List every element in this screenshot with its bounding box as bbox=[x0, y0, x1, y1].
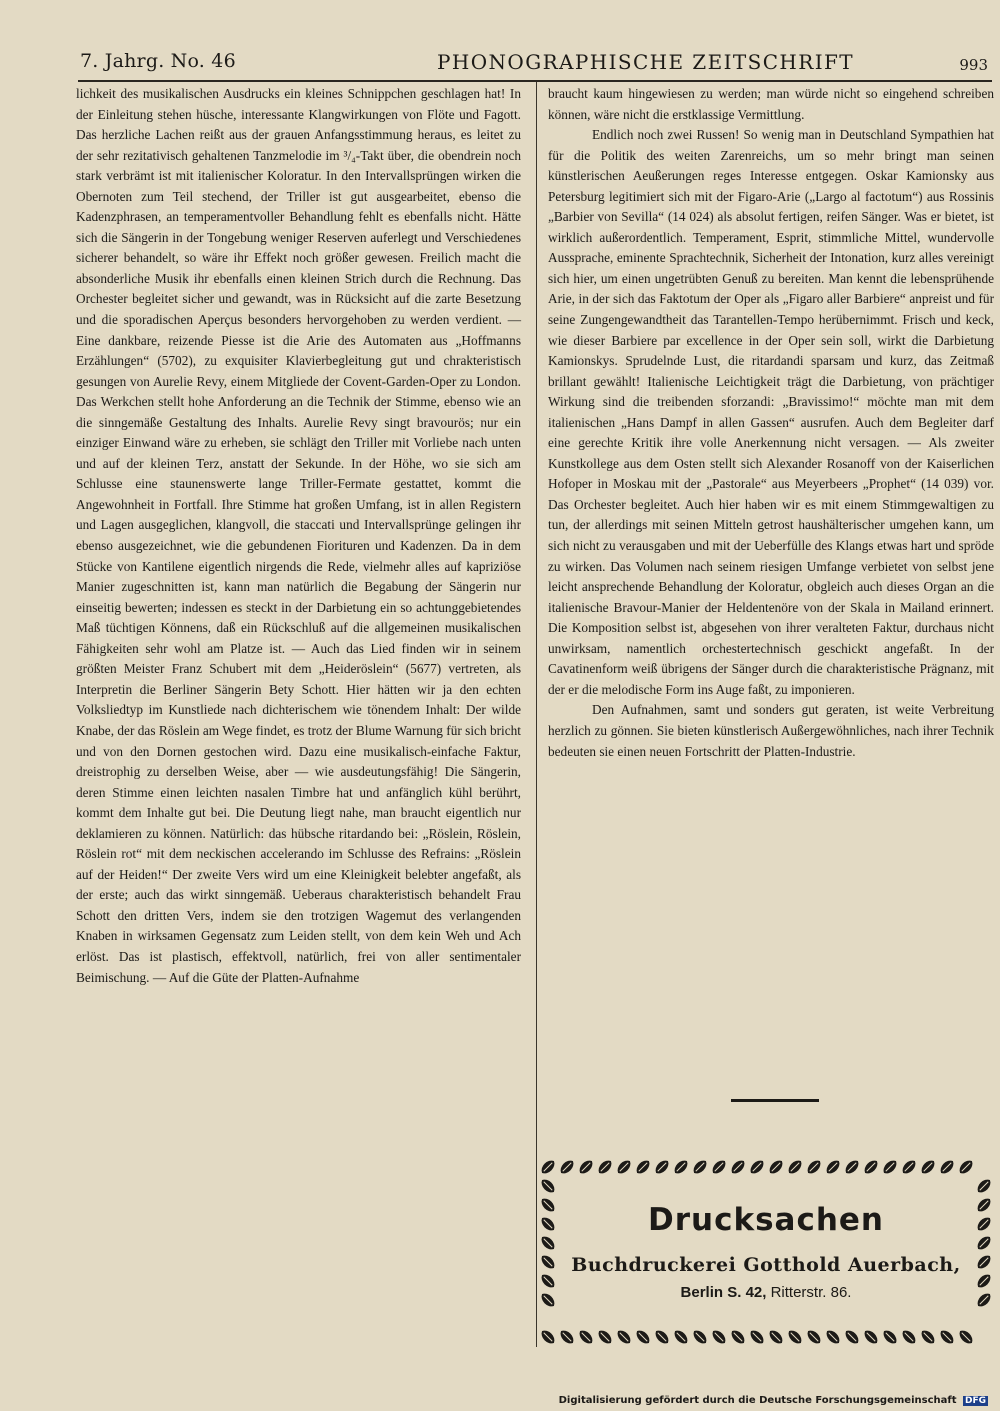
border-leaf bbox=[747, 1157, 767, 1177]
border-leaf bbox=[728, 1327, 748, 1347]
border-leaf bbox=[652, 1157, 672, 1177]
border-leaf bbox=[785, 1327, 805, 1347]
border-leaf bbox=[804, 1157, 824, 1177]
left-paragraph: lichkeit des musikalischen Ausdrucks ein kleines Schnippchen geschlagen hat! In der Einleitung stehen hüsche, interessante Klangwirkungen von Flöte und Fagott. Das herzliche Lachen reißt aus der grauen Anfangsstimmung heraus, es leitet zu der sehr rezitativisch gehaltenen Tanzmelodie im ³/₄-Takt über, die obendrein noch stark verbrämt ist mit italienischer Koloratur. In den Intervallsprüngen wirken die Obernoten zum Teil stechend, der Triller ist gut ausgearbeitet, ebenso die Kadenzphrasen, an temperamentvoller Behandlung fehlt es ebenfalls nicht. Hätte sich die Sängerin in der Tongebung weniger Reserven auferlegt und Verschiedenes sicherer behandelt, so wäre ihr Effekt noch größer gewesen. Freilich macht die absonderliche Musik ihr ebenfalls einen kleinen Strich durch die Rechnung. Das Orchester begleitet sicher und gewandt, was in Rücksicht auf die zarte Besetzung und die sporadischen Aperçus besonders hervorgehoben zu werden verdient. — Eine dankbare, reizende Piesse ist die Arie des Automaten aus „Hoffmanns Erzählungen“ (5702), zu exquisiter Klavierbegleitung gut und chrakteristisch gesungen von Aurelie Revy, einem Mitgliede der Covent-Garden-Oper zu London. Das Werkchen stellt hohe Anforderung an die Technik der Stimme, ebenso wie an die sinngemäße Gestaltung des Inhalts. Aurelie Revy singt bravourös; nur ein einziger Einwand wäre zu erheben, sie schlägt den Triller mit Vorliebe nach unten und auf der kleinen Terz, anstatt der Sekunde. In der Höhe, wo sie sich am Schlusse eine staunenswerte lange Triller-Fermate gestattet, kommt die Angewohnheit in Fortfall. Ihre Stimme hat großen Umfang, ist in allen Registern und Lagen ausgeglichen, klangvoll, die staccati und Intervallsprünge gelingen ihr ebenso ausgezeichnet, wie die gebundenen Fiorituren und Kadenzen. Da in dem Stücke von Kantilene eigentlich nirgends die Rede, vielmehr alles auf kapriziöse Manier zugeschnitten ist, kann man natürlich die Begabung der Sängerin nur einseitig bewerten; indessen es steckt in der Darbietung ein so achtunggebietendes Maß tüchtigen Könnens, daß ein Rückschluß auf die allgemeinen musikalischen Fähigkeiten sehr wohl am Platze ist. — Auch das Lied finden wir in seinem größten Meister Franz Schubert mit dem „Heideröslein“ (5677) vertreten, als Interpretin die Berliner Sängerin Bety Schott. Hier hätten wir ja den echten Volksliedtyp im Kunstliede nach dichterischem wie tönendem Inhalt: Der wilde Knabe, der das Röslein am Wege findet, es trotz der Blume Warnung für sich bricht und von den Dornen gestochen wird. Dazu eine musikalisch-einfache Faktur, dreistrophig zu derselben Weise, aber — wie ausdeutungsfähig! Die Sängerin, deren Stimme einen leichten nasalen Timbre hat und anfänglich kühl berührt, kommt dem Inhalte gut bei. Die Deutung liegt nahe, man braucht eigentlich nur deklamieren zu können. Natürlich: das hübsche ritardando bei: „Röslein, Röslein, Röslein rot“ mit dem neckischen accelerando im Schlusse des Refrains: „Röslein auf der Heiden!“ Der zweite Vers wird um eine Kleinigkeit belebter angefaßt, als der erste; auch das wirkt sinngemäß. Ueberaus charakteristisch behandelt Frau Schott den dritten Vers, indem sie den trotzigen Wagemut des verlangenden Knaben in wirksamen Gegensatz zum Leiden stellt, von dem kein Weh und Ach erlöst. Das ist plastisch, effektvoll, natürlich, frei von aller sentimentaler Beimischung. — Auf die Güte der Platten-Aufnahme bbox=[76, 86, 521, 985]
right-paragraph: Endlich noch zwei Russen! So wenig man in Deutschland Sympathien hat für die Politik des weiten Zarenreichs, um so mehr bringt man seinen künstlerischen Aeußerungen reges Interesse entgegen. Oskar Kamionsky aus Petersburg legitimiert sich mit der Figaro-Arie („Largo al factotum“) aus Rossinis „Barbier von Sevilla“ (14 024) als absolut fertigen, reifen Sänger. Was er bietet, ist wirklich außerordentlich. Temperament, Esprit, stimmliche Mittel, wundervolle Aussprache, eminente Sprachtechnik, Sicherheit der Intonation, kurz alles vereinigt sich hier, um einen ungetrübten Genuß zu bereiten. Man kennt die lebensprühende Arie, in der sich das Faktotum der Oper als „Figaro aller Barbiere“ anpreist und für seine Zungengewandtheit das Tarantellen-Tempo herübernimmt. Frisch und keck, wie dieser Barbiere par excellence in der Oper sein soll, wirkt die Darbietung Kamionskys. Sprudelnde Lust, die ritardandi sparsam und kurz, das Zeitmaß brillant gewählt! Italienische Leichtigkeit trägt die Darbietung, von prächtiger Wirkung sind die treibenden sforzandi: „Bravissimo!“ möchte man mit dem italienischen „Hans Dampf in allen Gassen“ ausrufen. Auch dem Begleiter darf eine gerechte Kritik ihre volle Anerkennung nicht versagen. — Als zweiter Kunstkollege aus dem Osten stellt sich Alexander Rosanoff von der Kaiserlichen Hofoper in Moskau mit der „Pastorale“ aus Meyerbeers „Prophet“ (14 039) vor. Das Orchester begleitet. Auch hier haben wir es mit einem Stimmgewaltigen zu tun, der allerdings mit seinen Mitteln getrost haushälterischer umgehen kann, um sich nicht zu verausgaben und mit der Ueberfülle des Klangs etwas hart und spröde zu wirken. Das Volumen nach seinem riesigen Umfange verbietet von selbst jene leicht ansprechende Behandlung der Koloratur, obgleich auch dieses Organ an die italienische Bravour-Manier der Heldentenöre von der Skala in Mailand erinnert. Die Komposition selbst ist, abgesehen von ihrer veralteten Faktur, durchaus nicht unwirksam, namentlich orchestertechnisch geschickt angefaßt. In der Cavatinenform weiß übrigens der Sänger durch die charakteristische Prägnanz, mit der er die melodische Form ins Auge faßt, zu imponieren. bbox=[548, 127, 994, 697]
border-leaf bbox=[633, 1327, 653, 1347]
border-leaf bbox=[671, 1327, 691, 1347]
border-leaf bbox=[899, 1157, 919, 1177]
border-leaf bbox=[823, 1327, 843, 1347]
ad-address-city: Berlin S. 42, bbox=[680, 1284, 767, 1301]
border-leaf bbox=[785, 1157, 805, 1177]
footer-text: Digitalisierung gefördert durch die Deutsche Forschungsgemeinschaft bbox=[558, 1395, 957, 1406]
border-leaf bbox=[671, 1157, 691, 1177]
border-leaf bbox=[842, 1327, 862, 1347]
border-leaf bbox=[709, 1327, 729, 1347]
right-paragraph: braucht kaum hingewiesen zu werden; man würde nicht so eingehend schreiben können, wäre nicht die erstklassige Vermittlung. bbox=[548, 86, 994, 122]
advertisement bbox=[538, 1157, 994, 1347]
border-leaf bbox=[747, 1327, 767, 1347]
section-end-rule bbox=[731, 1099, 819, 1102]
border-leaf bbox=[633, 1157, 653, 1177]
ad-company: Buchdruckerei Gotthold Auerbach, bbox=[571, 1254, 961, 1276]
right-paragraph: Den Aufnahmen, samt und sonders gut geraten, ist weite Verbreitung herzlich zu gönnen. Sie bieten künstlerisch Außergewöhnliches, nach ihrer Technik bedeuten sie einen neuen Fortschritt der Platten-Industrie. bbox=[548, 702, 994, 759]
border-leaf bbox=[614, 1327, 634, 1347]
column-divider bbox=[536, 82, 537, 1347]
border-leaf bbox=[937, 1327, 957, 1347]
border-leaf bbox=[956, 1327, 976, 1347]
border-leaf bbox=[709, 1157, 729, 1177]
page-header bbox=[62, 46, 992, 78]
border-leaf bbox=[861, 1157, 881, 1177]
issue-label: 7. Jahrg. No. 46 bbox=[80, 50, 236, 72]
header-rule bbox=[78, 80, 992, 82]
border-leaf bbox=[557, 1327, 577, 1347]
border-leaf bbox=[974, 1176, 994, 1196]
border-leaf bbox=[595, 1157, 615, 1177]
border-leaf bbox=[766, 1157, 786, 1177]
page-number: 993 bbox=[959, 56, 988, 74]
border-leaf bbox=[690, 1327, 710, 1347]
border-leaf bbox=[690, 1157, 710, 1177]
border-leaf bbox=[766, 1327, 786, 1347]
border-leaf bbox=[538, 1157, 558, 1177]
border-leaf bbox=[595, 1327, 615, 1347]
border-leaf bbox=[804, 1327, 824, 1347]
border-leaf bbox=[956, 1157, 976, 1177]
border-leaf bbox=[823, 1157, 843, 1177]
border-leaf bbox=[918, 1157, 938, 1177]
dfg-logo: DFG bbox=[964, 1396, 986, 1406]
border-leaf bbox=[937, 1157, 957, 1177]
border-leaf bbox=[538, 1176, 558, 1196]
border-leaf bbox=[538, 1327, 558, 1347]
ad-address-street: Ritterstr. 86. bbox=[770, 1284, 852, 1301]
border-leaf bbox=[652, 1327, 672, 1347]
border-leaf bbox=[576, 1327, 596, 1347]
border-leaf bbox=[614, 1157, 634, 1177]
digitization-footer bbox=[559, 1395, 988, 1406]
border-leaf bbox=[728, 1157, 748, 1177]
border-leaf bbox=[880, 1157, 900, 1177]
border-leaf bbox=[576, 1157, 596, 1177]
journal-title: PHONOGRAPHISCHE ZEITSCHRIFT bbox=[437, 50, 855, 74]
border-leaf bbox=[557, 1157, 577, 1177]
border-leaf bbox=[842, 1157, 862, 1177]
border-leaf bbox=[861, 1327, 881, 1347]
ad-address bbox=[538, 1284, 994, 1301]
border-leaf bbox=[899, 1327, 919, 1347]
border-leaf bbox=[880, 1327, 900, 1347]
right-column bbox=[548, 84, 994, 762]
border-leaf bbox=[918, 1327, 938, 1347]
ornamental-border bbox=[538, 1157, 994, 1347]
left-column bbox=[76, 84, 521, 988]
ad-title: Drucksachen bbox=[648, 1202, 884, 1238]
